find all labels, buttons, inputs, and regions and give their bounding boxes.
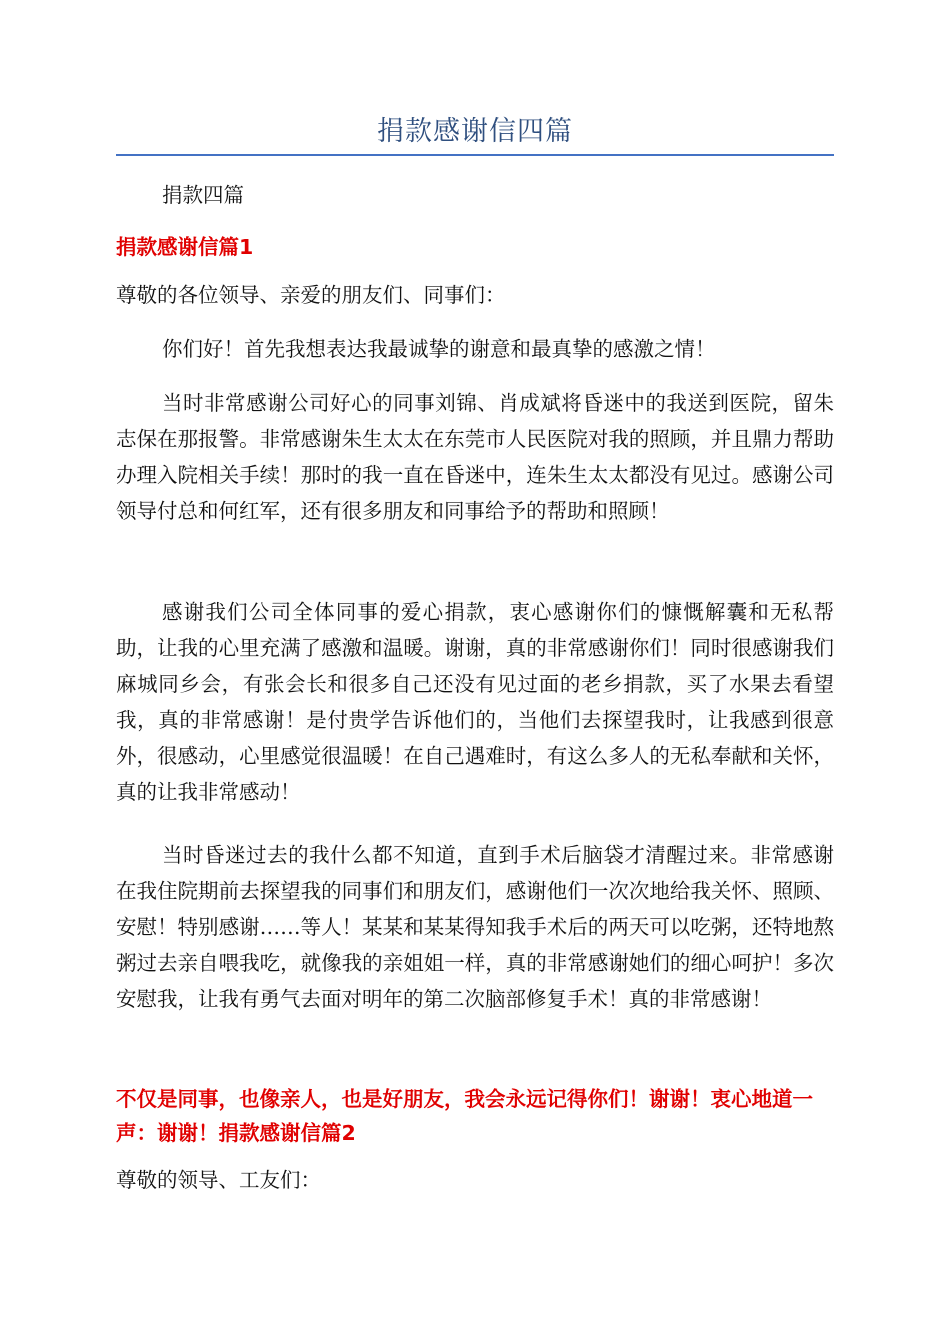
paragraph-2: 当时非常感谢公司好心的同事刘锦、肖成斌将昏迷中的我送到医院，留朱志保在那报警。非常感谢朱生太太在东莞市人民医院对我的照顾，并且鼎力帮助办理入院相关手续！那时的我一直在昏迷中，连朱生太太都没有见过。感谢公司领导付总和何红军，还有很多朋友和同事给予的帮助和照顾！ xyxy=(116,391,834,523)
salutation-1: 尊敬的各位领导、亲爱的朋友们、同事们： xyxy=(116,283,506,307)
closing-heading: 不仅是同事，也像亲人，也是好朋友，我会永远记得你们！谢谢！衷心地道一声：谢谢！捐款感谢信篇2 xyxy=(116,1087,813,1145)
document-subtitle: 捐款四篇 xyxy=(162,183,244,207)
paragraph-1: 你们好！首先我想表达我最诚挚的谢意和最真挚的感激之情！ xyxy=(162,337,716,361)
paragraph-3: 感谢我们公司全体同事的爱心捐款，衷心感谢你们的慷慨解囊和无私帮助，让我的心里充满了感激和温暖。谢谢，真的非常感谢你们！同时很感谢我们麻城同乡会，有张会长和很多自己还没有见过面的老乡捐款，买了水果去看望我，真的非常感谢！是付贵学告诉他们的，当他们去探望我时，让我感到很意外，很感动，心里感觉很温暖！在自己遇难时，有这么多人的无私奉献和关怀，真的让我非常感动！ xyxy=(116,600,834,804)
salutation-2: 尊敬的领导、工友们： xyxy=(116,1168,321,1192)
paragraph-4: 当时昏迷过去的我什么都不知道，直到手术后脑袋才清醒过来。非常感谢在我住院期前去探望我的同事们和朋友们，感谢他们一次次地给我关怀、照顾、安慰！特别感谢……等人！某某和某某得知我手术后的两天可以吃粥，还特地熬粥过去亲自喂我吃，就像我的亲姐姐一样，真的非常感谢她们的细心呵护！多次安慰我，让我有勇气去面对明年的第二次脑部修复手术！真的非常感谢！ xyxy=(116,843,834,1011)
title-underline xyxy=(116,154,834,156)
page-title: 捐款感谢信四篇 xyxy=(377,116,573,147)
section-heading-1: 捐款感谢信篇1 xyxy=(116,235,254,259)
